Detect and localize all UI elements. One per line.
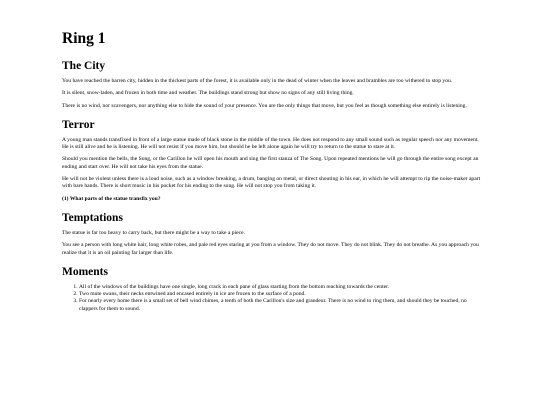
city-paragraph-1: You have reached the barren city, hidden in the thickest parts of the forest, it is available only in the dead of winter when the leaves and brambles are too withered to stop you.	[62, 78, 453, 84]
section-heading-the-city: The City	[62, 60, 106, 72]
temptations-paragraph-1: The statue is far too heavy to carry back, but there might be a way to take a piece.	[62, 229, 245, 236]
section-heading-temptations: Temptations	[62, 211, 123, 224]
section-heading-terror: Terror	[62, 118, 95, 131]
section-heading-moments: Moments	[62, 265, 108, 278]
terror-question: (1) What parts of the statue transfix you?	[62, 195, 161, 202]
terror-paragraph-3: He will not be violent unless there is a loud noise, such as a window breaking, a drum, banging on metal, or direct shouting in his ear, in which he will attempt to rip the noise-maker apart with bare hands. There is short music in his pocket for his ending to the song. He will not stop you from taking it.	[62, 176, 481, 190]
city-paragraph-3: There is no wind, nor scavengers, nor anything else to hide the sound of your presence. You are the only things that move, but you feel as though something else entirely is listening.	[62, 102, 467, 109]
page-title: Ring 1	[62, 30, 106, 47]
moments-list	[62, 284, 482, 313]
moments-list-item-2: 2. Two mute swans, their necks entwined and encased entirely in ice are frozen to the surface of a pond.	[79, 291, 482, 298]
city-paragraph-2: It is silent, snow-laden, and frozen in both time and weather. The buildings stand strong but show no signs of any still living thing.	[62, 90, 354, 97]
temptations-paragraph-2: You see a person with long white hair, long white robes, and pale red eyes staring at you from a window. They do not move. They do not blink. They do not breathe. As you approach you realize that it is an oil painting far larger than life.	[62, 242, 479, 256]
moments-list-item-3: 3. For nearly every home there is a small set of bell wind chimes, a tenth of both the Carillon's size and grandeur. There is no wind to ring them, and should they be touched, no clappers for them to sound.	[79, 298, 482, 313]
terror-paragraph-2: Should you mention the bells, the Song, or the Carillon he will open his mouth and sing the first stanza of The Song. Upon repeated mentions he will go through the entire song except an ending and start over. He will not take his eyes from the statue.	[62, 156, 479, 170]
terror-paragraph-1: A young man stands transfixed in front of a large statue made of black stone in the middle of the town. He does not respond to any small sound such as regular speech nor any movement. He is still alive and he is listening. He will not resist if you move him, but should he be left alone again he will try to return to the statue to stare at it.	[62, 136, 479, 151]
moments-list-item-1: 1. All of the windows of the buildings have one single, long crack in each pane of glass starting from the bottom reaching towards the center.	[79, 284, 482, 291]
